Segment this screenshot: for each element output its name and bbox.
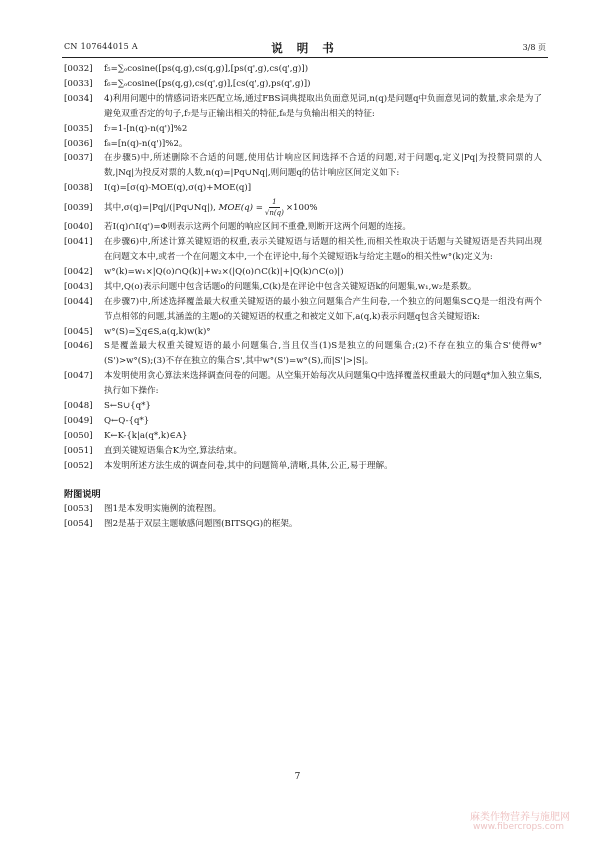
paragraph-number: [0045]: [64, 326, 93, 337]
paragraph-text: 在步骤7)中,所述选择覆盖最大权重关键短语的最小独立问题集合产生问卷,一个独立的问题集S⊂Q是一组没有两个节点相邻的问题,其涵盖的主题o的关键短语的权重之和被定义如下,a(q,k)表示问题q包含关键短语k:: [104, 296, 542, 322]
paragraph: [64, 62, 542, 77]
paragraph-number: [0035]: [64, 123, 93, 134]
paragraph: [64, 444, 542, 459]
page-indicator: 3/8 页: [522, 43, 546, 52]
paragraph-number: [0040]: [64, 222, 93, 233]
watermark-text: 麻类作物营养与施肥网: [470, 812, 570, 823]
paragraph-number: [0048]: [64, 401, 93, 412]
page-header: [64, 40, 546, 54]
patent-number: CN 107644015 A: [64, 42, 138, 51]
paragraph-text: 图1是本发明实施例的流程图。: [104, 504, 222, 515]
paragraph-number: [0054]: [64, 519, 93, 530]
paragraph-number: [0046]: [64, 341, 93, 352]
paragraph-number: [0032]: [64, 64, 93, 74]
paragraph-text: 在步骤5)中,所述删除不合适的问题,使用估计响应区间选择不合适的问题,对于问题q,定义|Pq|为投赞同票的人数,|Nq|为投反对票的人数,n(q)=|Pq∪Nq|,则问题q的估计响应区间定义如下:: [104, 153, 542, 179]
paragraph-text: 直到关键短语集合K为空,算法结束。: [104, 445, 243, 456]
paragraph-text: 在步骤6)中,所述计算关键短语的权重,表示关键短语与话题的相关性,而相关性取决于话题与关键短语是否共同出现在问题文本中,或者一个在问题文本中,一个在评论中,每个关键短语k与给定主题o的相关性w°(k)定义为:: [104, 237, 542, 262]
paragraph: [64, 265, 542, 280]
paragraph-text: f₆=∑ₒcosine([ps(q,g),cs(q',g)],[cs(q',g),ps(q',g)]): [104, 78, 311, 89]
paragraph: [64, 77, 542, 92]
moe-denominator: √n(q): [264, 208, 284, 217]
paragraph-number: [0036]: [64, 138, 93, 149]
sigma-definition: 其中,σ(q)=|Pq|/(|Pq∪Nq|),: [104, 203, 216, 214]
paragraph: [64, 414, 542, 429]
paragraph-text: w°(k)=w₁×|Q(o)∩Q(k)|+w₂×(|Q(o)∩C(k)|+|Q(k)∩C(o)|): [104, 266, 344, 277]
document-body: [64, 62, 542, 532]
moe-lhs: MOE(q) =: [218, 203, 263, 214]
paragraph: [64, 92, 542, 122]
paragraph: [64, 459, 542, 474]
paragraph-number: [0033]: [64, 78, 93, 89]
header-divider: [62, 57, 548, 58]
paragraph-text: 若I(q)∩I(q')=Φ则表示这两个问题的响应区间不重叠,则断开这两个问题的连接。: [104, 222, 411, 233]
section-heading: 附图说明: [64, 488, 101, 500]
paragraph-number: [0052]: [64, 460, 93, 471]
moe-fraction: [265, 198, 284, 218]
paragraph: [64, 137, 542, 152]
paragraph-number: [0039]: [64, 203, 93, 214]
paragraph-text: f₈=[n(q)-n(q')]%2。: [104, 138, 188, 149]
paragraph: [64, 280, 542, 295]
paragraph-number: [0034]: [64, 93, 93, 104]
page-number: 7: [294, 772, 301, 782]
paragraph: [64, 429, 542, 444]
paragraph-number: [0041]: [64, 237, 93, 248]
paragraph: [64, 339, 542, 369]
paragraph-text: 本发明所述方法生成的调查问卷,其中的问题简单,清晰,具体,公正,易于理解。: [104, 460, 393, 471]
paragraph-number: [0050]: [64, 430, 93, 441]
paragraph-number: [0049]: [64, 415, 93, 426]
paragraph: [64, 181, 542, 196]
paragraph-number: [0047]: [64, 371, 93, 382]
paragraph-number: [0038]: [64, 183, 93, 194]
paragraph-number: [0051]: [64, 445, 93, 456]
paragraph-text: [104, 196, 542, 220]
paragraph-text: K←K-{k|a(q*,k)∈A}: [104, 430, 188, 441]
paragraph-text: w°(S)=∑q∈S,a(q,k)w(k)°: [104, 326, 211, 337]
moe-tail: ×100%: [285, 203, 318, 214]
paragraph-text: f₅=∑ₒcosine([ps(q,g),cs(q,g)],[ps(q',g),cs(q',g)]): [104, 64, 309, 74]
paragraph: [64, 235, 542, 265]
paragraph: [64, 151, 542, 181]
paragraph-text: I(q)=[σ(q)-MOE(q),σ(q)+MOE(q)]: [104, 183, 252, 194]
paragraph: [64, 295, 542, 325]
paragraph-text: Q←Q-{q*}: [104, 415, 150, 426]
paragraph: [64, 502, 542, 517]
paragraph: [64, 369, 542, 399]
moe-numerator: 1: [269, 198, 279, 208]
paragraph: [64, 517, 542, 532]
paragraph-number: [0043]: [64, 281, 93, 292]
paragraph-number: [0042]: [64, 266, 93, 277]
paragraph: [64, 220, 542, 235]
paragraph: [64, 196, 542, 220]
document-type-title: 说 明 书: [271, 41, 339, 55]
paragraph-text: S是覆盖最大权重关键短语的最小问题集合,当且仅当(1)S是独立的问题集合;(2)不存在独立的集合S'使得w°(S')>w°(S);(3)不存在独立的集合S',其中w°(S')=w°(S),而|S'|>|S|。: [104, 341, 542, 367]
paragraph-number: [0044]: [64, 296, 93, 307]
paragraph-text: f₇=1-[n(q)-n(q')]%2: [104, 123, 188, 134]
paragraph-text: 4)利用问题中的情感词语来匹配立场,通过FBS词典提取出负面意见词,n(q)是问题q中负面意见词的数量,求余是为了避免双重否定的句子,f₇是与正输出相关的特征,f₈是与负输出相关的特征:: [104, 93, 542, 119]
paragraph-text: S←S∪{q*}: [104, 401, 151, 412]
paragraph-number: [0053]: [64, 504, 93, 515]
paragraph-text: 其中,Q(o)表示问题中包含话题o的问题集,C(k)是在评论中包含关键短语k的问题集,w₁,w₂是系数。: [104, 281, 477, 292]
watermark-url: www.fibercrops.com: [473, 822, 564, 832]
paragraph: [64, 399, 542, 414]
paragraph: [64, 325, 542, 340]
paragraph-number: [0037]: [64, 153, 93, 164]
paragraph-text: 本发明使用贪心算法来选择调查问卷的问题。从空集开始每次从问题集Q中选择覆盖权重最大的问题q*加入独立集S,执行如下操作:: [104, 371, 542, 397]
paragraph: [64, 122, 542, 137]
paragraph-text: 图2是基于双层主题敏感问题图(BITSQG)的框架。: [104, 519, 298, 530]
